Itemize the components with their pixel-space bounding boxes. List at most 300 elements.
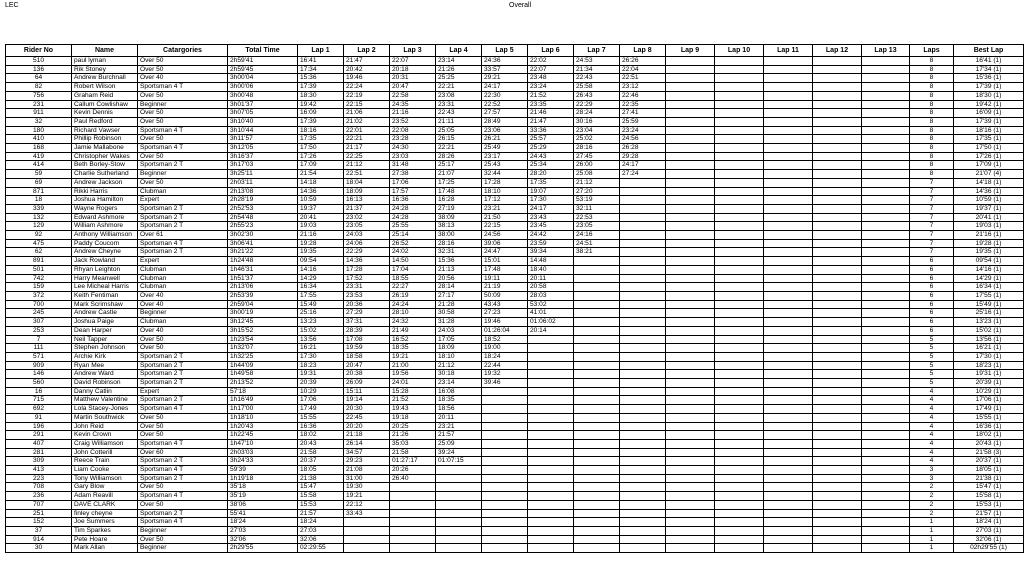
table-cell: Over 50 [138,344,228,353]
table-row [6,318,1024,327]
column-header: Lap 11 [764,45,813,57]
table-cell: 38:09 [436,213,482,222]
table-cell [715,535,764,544]
table-cell [715,117,764,126]
table-cell: 14'18 (1) [954,178,1024,187]
table-cell [482,422,528,431]
table-cell: 32:31 [436,248,482,257]
column-header: Lap 8 [620,45,666,57]
table-cell: 19:56 [390,370,436,379]
table-cell: 17'49 (1) [954,405,1024,414]
table-cell [574,318,620,327]
table-cell [862,509,910,518]
table-cell [813,135,862,144]
table-cell: 10:59 [298,196,344,205]
table-cell [574,466,620,475]
table-cell: 22:43 [436,109,482,118]
table-cell [666,379,715,388]
table-cell: 15:02 [298,326,344,335]
table-cell: 25:17 [436,161,482,170]
table-cell [574,370,620,379]
table-cell: 196 [6,422,72,431]
table-cell: Over 50 [138,117,228,126]
table-cell [862,231,910,240]
table-cell: Tim Sparkes [72,526,138,535]
table-cell: 2h13'06 [228,283,298,292]
table-cell: 3h17'03 [228,161,298,170]
table-cell: Over 50 [138,91,228,100]
table-cell [620,309,666,318]
table-cell: Beginner [138,100,228,109]
table-cell [715,335,764,344]
table-row [6,422,1024,431]
table-cell: Sportsman 4 T [138,83,228,92]
table-cell [390,544,436,553]
table-cell: Liam Cooke [72,466,138,475]
table-cell [436,474,482,483]
table-cell [574,544,620,553]
table-cell: 39:06 [482,239,528,248]
table-cell: 17:35 [298,135,344,144]
table-cell [715,248,764,257]
table-cell: 26:28 [620,144,666,153]
table-cell [344,518,390,527]
table-cell [813,170,862,179]
table-cell: 17'35 (1) [954,135,1024,144]
table-cell [862,196,910,205]
table-cell: 18:05 [298,466,344,475]
table-cell [862,518,910,527]
table-cell: 15'49 (1) [954,300,1024,309]
table-cell [666,431,715,440]
table-cell [764,248,813,257]
table-cell: Over 50 [138,483,228,492]
table-cell: 2h03'11 [228,178,298,187]
table-cell: Andrew Jackson [72,178,138,187]
table-cell: 27:19 [436,204,482,213]
table-cell [715,100,764,109]
table-cell: 28:24 [574,109,620,118]
table-cell: 13'56 (1) [954,335,1024,344]
table-cell: 24:01 [390,379,436,388]
table-cell: 01:27:17 [390,457,436,466]
table-cell: 19:30 [344,483,390,492]
table-cell: 16'41 (1) [954,57,1024,66]
table-cell: 17:55 [298,291,344,300]
table-cell [764,474,813,483]
table-row [6,74,1024,83]
table-cell: 27:45 [574,152,620,161]
table-cell: 19:46 [344,74,390,83]
table-cell [862,65,910,74]
table-cell [715,231,764,240]
table-cell [715,413,764,422]
table-cell [764,457,813,466]
table-cell: 25:55 [390,222,436,231]
table-cell [764,300,813,309]
table-cell: 38:13 [436,222,482,231]
table-cell: 2h54'48 [228,213,298,222]
table-cell: 14:29 [298,274,344,283]
table-cell: 5 [910,379,954,388]
table-cell: Over 50 [138,413,228,422]
table-cell: 20'39 (1) [954,379,1024,388]
table-cell: Graham Reid [72,91,138,100]
table-cell: 21:02 [344,117,390,126]
table-cell: 19'31 (1) [954,370,1024,379]
table-cell: 3h00'06 [228,83,298,92]
table-cell [620,344,666,353]
table-cell: 22:58 [390,91,436,100]
table-cell [862,248,910,257]
table-cell [813,117,862,126]
table-cell: 14:36 [298,187,344,196]
table-cell: 21:16 [390,109,436,118]
table-cell: 2 [910,492,954,501]
table-cell: 3h16'37 [228,152,298,161]
table-cell [666,439,715,448]
table-cell: 21:13 [436,265,482,274]
table-cell: 28:10 [390,309,436,318]
table-cell [862,144,910,153]
table-cell: Andrew Castle [72,309,138,318]
table-cell [862,135,910,144]
table-cell: 17'50 (1) [954,144,1024,153]
table-cell: 1h32'25 [228,352,298,361]
table-cell: 21:19 [482,283,528,292]
table-cell: 20:20 [344,422,390,431]
table-cell: 92 [6,231,72,240]
table-cell: 25:59 [620,117,666,126]
table-cell: 19:59 [344,344,390,353]
table-cell: Over 50 [138,500,228,509]
table-row [6,144,1024,153]
table-cell: 02:29:55 [298,544,344,553]
table-cell [390,483,436,492]
table-row [6,405,1024,414]
table-cell [764,405,813,414]
table-row [6,326,1024,335]
table-cell: 7 [910,196,954,205]
table-cell [862,370,910,379]
table-cell: Over 50 [138,178,228,187]
table-row [6,518,1024,527]
table-cell [574,509,620,518]
table-cell [482,518,528,527]
table-cell: 307 [6,318,72,327]
table-cell [666,239,715,248]
table-cell: 24:17 [482,83,528,92]
table-cell [764,413,813,422]
table-cell: 38:21 [574,248,620,257]
table-cell: 28:26 [436,152,482,161]
table-cell: 16'09 (1) [954,109,1024,118]
table-cell: 15'47 (1) [954,483,1024,492]
table-row [6,379,1024,388]
table-cell [620,509,666,518]
table-row [6,526,1024,535]
table-cell [620,492,666,501]
table-cell: 19'42 (1) [954,100,1024,109]
table-row [6,344,1024,353]
table-cell: 16:08 [436,387,482,396]
table-cell: 8 [910,65,954,74]
table-cell [764,152,813,161]
table-cell: 1h19'18 [228,474,298,483]
table-cell: Joshua Hamilton [72,196,138,205]
table-cell [666,187,715,196]
table-cell: 22:01 [344,126,390,135]
table-cell: 16:21 [298,344,344,353]
table-cell [620,387,666,396]
table-cell: 475 [6,239,72,248]
table-cell: 19:42 [298,100,344,109]
table-cell [528,335,574,344]
table-cell [666,109,715,118]
table-cell: 1h49'58 [228,370,298,379]
table-cell: 19:18 [390,413,436,422]
table-cell: 35:03 [390,439,436,448]
table-cell [715,431,764,440]
table-cell: 6 [910,291,954,300]
table-cell: 21'38 (1) [954,474,1024,483]
table-cell: 19:37 [298,204,344,213]
table-cell [666,222,715,231]
table-cell [620,544,666,553]
table-cell [666,370,715,379]
table-cell: 27'03 (1) [954,526,1024,535]
table-cell: 53:02 [528,300,574,309]
table-cell: 21:26 [436,65,482,74]
table-cell [764,265,813,274]
table-cell [862,222,910,231]
table-cell: Sportsman 4 T [138,492,228,501]
table-cell: Jack Rowland [72,257,138,266]
table-cell [764,144,813,153]
table-cell: Over 50 [138,65,228,74]
table-cell [666,483,715,492]
table-cell [764,335,813,344]
table-cell: 18:52 [482,335,528,344]
table-cell [715,544,764,553]
table-cell: 16:13 [344,196,390,205]
table-cell [764,396,813,405]
table-cell [764,222,813,231]
table-cell: 17'34 (1) [954,65,1024,74]
table-cell: 19'03 (1) [954,222,1024,231]
table-cell: 27:20 [574,187,620,196]
table-cell [813,91,862,100]
table-cell: 21:08 [344,466,390,475]
table-cell [715,387,764,396]
table-cell: 8 [910,126,954,135]
table-cell [764,387,813,396]
table-cell [813,144,862,153]
table-cell [436,483,482,492]
table-cell [764,161,813,170]
table-cell [574,335,620,344]
table-row [6,283,1024,292]
table-cell [862,178,910,187]
table-cell [528,544,574,553]
table-cell: 22:27 [390,283,436,292]
table-cell: 55'41 [228,509,298,518]
table-cell: Sportsman 4 T [138,439,228,448]
table-cell [574,274,620,283]
table-cell: 15:47 [298,483,344,492]
table-cell: 28:49 [482,117,528,126]
table-row [6,500,1024,509]
table-cell: 20:36 [344,300,390,309]
table-cell: 281 [6,448,72,457]
table-cell: 01:26:04 [482,326,528,335]
table-row [6,387,1024,396]
table-cell [574,492,620,501]
table-cell: 38:00 [436,231,482,240]
table-cell: 21:18 [344,431,390,440]
table-cell [862,396,910,405]
table-cell [813,431,862,440]
table-cell: Paddy Coucom [72,239,138,248]
table-cell: 21:57 [298,509,344,518]
table-cell [813,126,862,135]
table-cell [764,439,813,448]
table-cell [715,222,764,231]
table-cell: 6 [910,318,954,327]
table-cell [666,178,715,187]
table-cell: 23:12 [620,83,666,92]
table-cell [715,300,764,309]
table-cell: 25:58 [574,83,620,92]
table-cell: 37 [6,526,72,535]
table-cell: 19:46 [482,318,528,327]
table-cell: 17:30 [298,352,344,361]
table-cell [862,283,910,292]
table-cell: 26:52 [390,239,436,248]
table-cell [666,100,715,109]
table-cell [620,204,666,213]
table-cell: 4 [910,439,954,448]
table-cell: 3h02'30 [228,231,298,240]
table-cell: Stephen Johnson [72,344,138,353]
header-left-label: LEC [5,2,19,9]
table-cell: 26:21 [482,135,528,144]
table-cell [813,474,862,483]
table-cell [862,526,910,535]
table-cell [666,196,715,205]
table-cell: 24:03 [436,326,482,335]
table-cell: 18:40 [528,265,574,274]
table-cell [574,448,620,457]
table-cell: Expert [138,196,228,205]
table-cell: 4 [910,422,954,431]
table-cell [764,91,813,100]
table-cell: 31:48 [390,161,436,170]
table-cell: Sportsman 4 T [138,126,228,135]
table-cell: 16:28 [436,196,482,205]
table-cell: 17'55 (1) [954,291,1024,300]
table-cell: 15'53 (1) [954,500,1024,509]
table-cell: 17:35 [528,178,574,187]
table-row [6,65,1024,74]
table-cell: 24:56 [482,231,528,240]
table-cell: 20:26 [390,466,436,475]
table-cell: 4 [910,457,954,466]
table-cell [715,352,764,361]
table-cell: 15'02 (1) [954,326,1024,335]
table-cell: 13'23 (1) [954,318,1024,327]
table-cell: Sportsman 2 T [138,370,228,379]
column-header: Lap 9 [666,45,715,57]
table-cell: 17:39 [298,117,344,126]
table-cell [574,265,620,274]
table-cell: Clubman [138,187,228,196]
table-cell: 5 [910,370,954,379]
table-cell [764,526,813,535]
table-cell: 1 [910,518,954,527]
table-cell: 21'58 (3) [954,448,1024,457]
table-cell [862,405,910,414]
table-cell [862,474,910,483]
table-cell: Sportsman 4 T [138,466,228,475]
table-cell: Sportsman 4 T [138,518,228,527]
table-cell: 21:07 [436,170,482,179]
table-cell [813,187,862,196]
table-cell: 15:36 [436,257,482,266]
table-cell: Keith Fentiman [72,291,138,300]
table-cell: 22:07 [528,65,574,74]
table-cell: Adam Reavill [72,492,138,501]
table-cell: 26:43 [574,91,620,100]
table-cell: 22:21 [344,135,390,144]
table-cell: 21:54 [298,170,344,179]
table-cell [813,109,862,118]
table-cell: Over 60 [138,448,228,457]
table-cell [620,283,666,292]
table-cell: 21:12 [574,178,620,187]
table-cell: 19:28 [298,239,344,248]
table-cell [528,474,574,483]
table-cell: Callum Cowlishaw [72,100,138,109]
table-cell [813,257,862,266]
table-cell [574,518,620,527]
table-cell: 8 [910,144,954,153]
table-cell [482,448,528,457]
table-cell [528,379,574,388]
table-cell: 129 [6,222,72,231]
table-cell [666,248,715,257]
table-cell [620,265,666,274]
table-cell [862,492,910,501]
table-cell: 26:19 [390,291,436,300]
table-cell: Sportsman 2 T [138,352,228,361]
table-cell: 20:47 [344,361,390,370]
table-cell: 39:24 [436,448,482,457]
table-cell: 4 [910,396,954,405]
table-cell [813,492,862,501]
table-cell: 15:28 [390,387,436,396]
table-cell: 159 [6,283,72,292]
table-cell [764,109,813,118]
table-cell [666,257,715,266]
table-cell [862,318,910,327]
table-cell: 30:58 [436,309,482,318]
table-cell: 19:11 [482,274,528,283]
table-cell: 22:52 [482,100,528,109]
table-cell: 21:37 [344,204,390,213]
table-cell [813,213,862,222]
table-cell: 23:59 [528,239,574,248]
